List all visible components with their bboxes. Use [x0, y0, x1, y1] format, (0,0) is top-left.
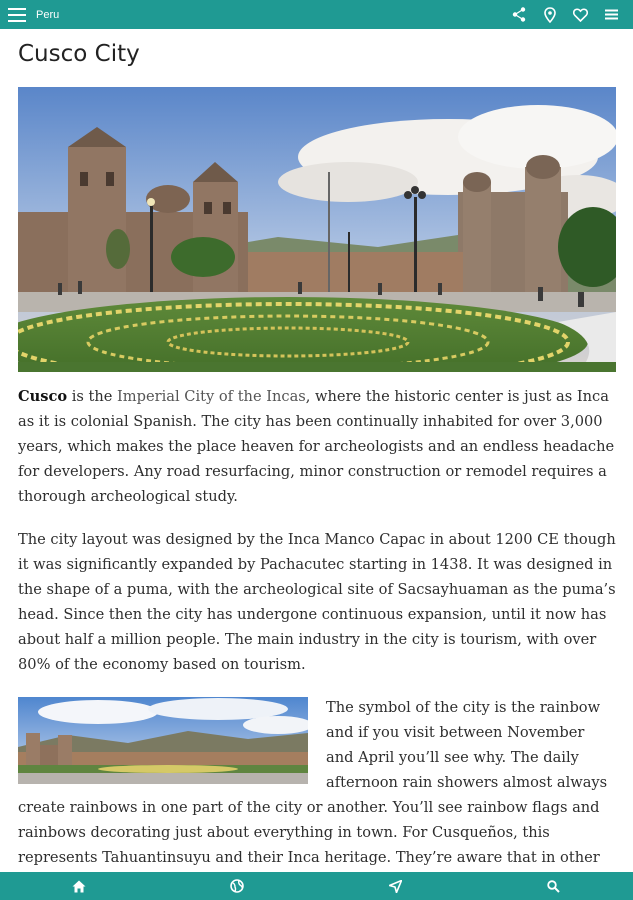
bottom-nav-bar [0, 872, 633, 900]
search-icon[interactable] [534, 872, 574, 900]
paragraph-3-text: The symbol of the city is the rainbow and if you visit between November and April you’ll see why. The daily afternoon rain showers almost always create rainbows in one part of the city or another. You’ll see rainbow flags and rainbows decorating just about everything in town. For Cusqueños, this represents Tahuantinsuyu and their Inca heritage. They’re aware that in other [18, 699, 608, 866]
paragraph-1-text-a: is the [67, 388, 118, 405]
list-icon[interactable] [596, 0, 627, 29]
hero-image [18, 87, 616, 372]
heart-icon[interactable] [565, 0, 596, 29]
article-content[interactable] [0, 29, 633, 872]
paragraph-3-block [18, 695, 616, 870]
share-icon[interactable] [503, 0, 534, 29]
paragraph-1-text-b: , where the historic center is just as Inca as it is colonial Spanish. The city has been continually inhabited for over 3,000 years, which makes the place heaven for archeologists and an endless headache for developers. Any road resurfacing, minor construction or remodel requires a thorough archeological study. [18, 388, 615, 505]
globe-icon[interactable] [217, 872, 257, 900]
home-icon[interactable] [59, 872, 99, 900]
menu-icon[interactable] [8, 8, 26, 22]
page-title: Cusco City [18, 41, 140, 67]
bold-term-cusco: Cusco [18, 388, 68, 405]
location-pin-icon[interactable] [534, 0, 565, 29]
imperial-city-link[interactable]: Imperial City of the Incas [117, 388, 306, 405]
paragraph-2: The city layout was designed by the Inca Manco Capac in about 1200 CE though it was significantly expanded by Pachacutec starting in 1438. It was designed in the shape of a puma, with the archeological site of Sacsayhuaman as the puma’s head. Since then the city has undergone continuous expansion, until it now has about half a million people. The main industry in the city is tourism, with over 80% of the economy based on tourism. [18, 531, 616, 673]
app-title: Peru [36, 8, 60, 21]
top-app-bar [0, 0, 633, 29]
city-panorama-image [18, 697, 308, 784]
navigation-arrow-icon[interactable] [376, 872, 416, 900]
paragraph-1 [18, 384, 616, 509]
top-actions [503, 0, 627, 29]
